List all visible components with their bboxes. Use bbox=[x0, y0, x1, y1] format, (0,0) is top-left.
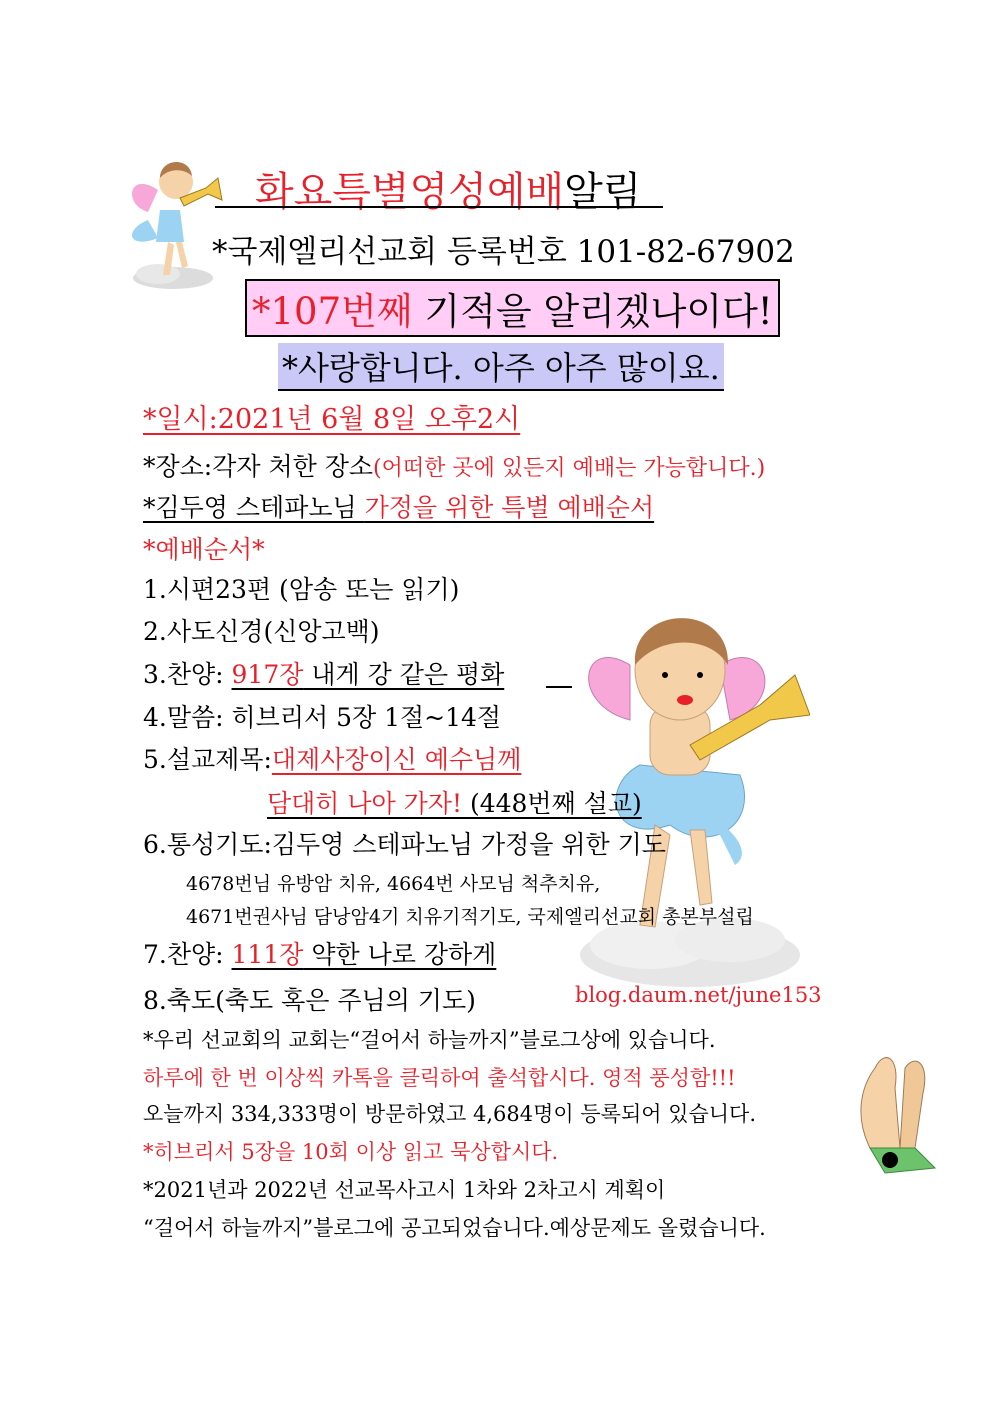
notice-visit: 오늘까지 334,333명이 방문하였고 4,684명이 등록되어 있습니다. bbox=[143, 1102, 757, 1126]
order-item-6: 6.통성기도:김두영 스테파노님 가정을 위한 기도 bbox=[143, 830, 666, 859]
family-name: *김두영 스테파노님 bbox=[143, 493, 365, 522]
order-item-5 bbox=[143, 740, 521, 776]
blog-link[interactable]: blog.daum.net/june153 bbox=[575, 983, 822, 1007]
notice-blog: *우리 선교회의 교회는“걸어서 하늘까지”블로그상에 있습니다. bbox=[143, 1028, 716, 1052]
service-date: *일시:2021년 6월 8일 오후2시 bbox=[143, 404, 521, 435]
order-item-3 bbox=[143, 655, 504, 691]
item7-label: 7.찬양: bbox=[143, 940, 232, 969]
order-item-8: 8.축도(축도 혹은 주님의 기도) bbox=[143, 986, 476, 1015]
item5-label: 5.설교제목: bbox=[143, 745, 272, 774]
service-place bbox=[143, 447, 765, 483]
family-service-line bbox=[143, 488, 654, 524]
title-red: 화요특별영성예배 bbox=[255, 169, 565, 215]
notice-exam-1: *2021년과 2022년 선교목사고시 1차와 2차고시 계획이 bbox=[143, 1178, 666, 1202]
sermon-title-2 bbox=[267, 784, 642, 820]
order-heading: *예배순서* bbox=[143, 535, 265, 564]
praying-hands-icon bbox=[845, 1048, 955, 1178]
order-item-7 bbox=[143, 935, 496, 971]
notice-exam-2: “걸어서 하늘까지”블로그에 공고되었습니다.예상문제도 올렸습니다. bbox=[143, 1216, 766, 1240]
sermon-number: (448번째 설교) bbox=[462, 789, 642, 818]
item7-title: 약한 나로 강하게 bbox=[303, 940, 497, 969]
item3-number: 917장 bbox=[231, 660, 304, 689]
order-item-4: 4.말씀: 히브리서 5장 1절~14절 bbox=[143, 703, 502, 732]
miracle-banner bbox=[245, 279, 780, 337]
notice-attend: 하루에 한 번 이상씩 카톡을 클릭하여 출석합시다. 영적 풍성함!!! bbox=[143, 1066, 736, 1090]
item7-hymn bbox=[232, 940, 497, 969]
page-title bbox=[255, 160, 641, 217]
place-label: *장소:각자 처한 장소 bbox=[143, 452, 374, 481]
prayer-request-1: 4678번님 유방암 치유, 4664번 사모님 척추치유, bbox=[186, 873, 601, 895]
notice-hebrews: *히브리서 5장을 10회 이상 읽고 묵상합시다. bbox=[143, 1140, 559, 1164]
item7-number: 111장 bbox=[231, 940, 304, 969]
sermon-title-1: 대제사장이신 예수님께 bbox=[271, 745, 522, 774]
title-underline bbox=[215, 206, 663, 208]
place-note: (어떠한 곳에 있든지 예배는 가능합니다.) bbox=[373, 456, 766, 481]
item3-underline-ext bbox=[546, 686, 572, 688]
registration-number: *국제엘리선교회 등록번호 101-82-67902 bbox=[212, 234, 795, 270]
title-black: 알림 bbox=[564, 169, 642, 215]
sermon-title-2-red: 담대히 나아 가자! bbox=[267, 789, 462, 818]
order-item-1: 1.시편23편 (암송 또는 읽기) bbox=[143, 575, 460, 604]
miracle-number: *107번째 bbox=[252, 290, 413, 333]
prayer-request-2: 4671번권사님 담낭암4기 치유기적기도, 국제엘리선교회 총본부설립 bbox=[186, 906, 754, 928]
miracle-text: 기적을 알리겠나이다! bbox=[412, 290, 773, 333]
love-banner: *사랑합니다. 아주 아주 많이요. bbox=[278, 343, 724, 391]
item3-label: 3.찬양: bbox=[143, 660, 232, 689]
item3-title: 내게 강 같은 평화 bbox=[303, 660, 505, 689]
family-service: 가정을 위한 특별 예배순서 bbox=[364, 493, 655, 522]
item3-hymn bbox=[232, 660, 505, 689]
order-item-2: 2.사도신경(신앙고백) bbox=[143, 617, 380, 646]
